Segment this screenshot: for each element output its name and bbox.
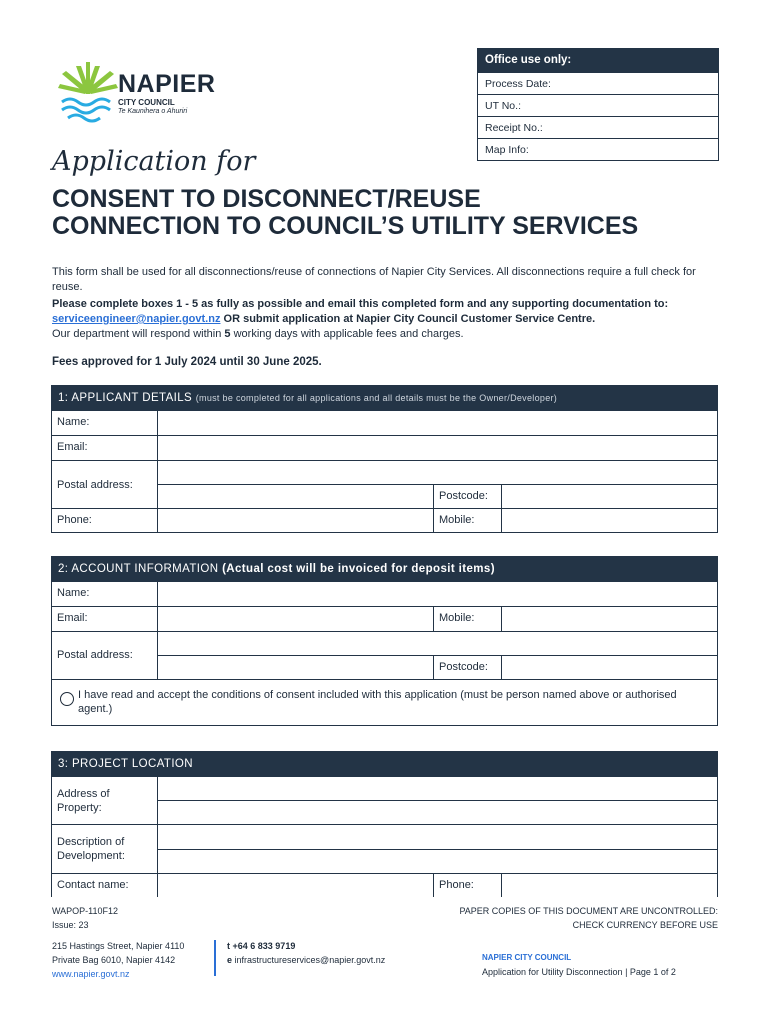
contact-name-label: Contact name:: [52, 874, 158, 897]
account-postal-input-line-1[interactable]: [158, 632, 717, 656]
development-label-line-2: Development:: [57, 850, 125, 862]
issue-number: Issue: 23: [52, 920, 89, 930]
page-info-block: [482, 951, 676, 979]
applicant-mobile-label: Mobile:: [434, 509, 502, 533]
intro-paragraph-1: This form shall be used for all disconnections/reuse of connections of Napier City Services. All disconnections require a full check for reuse.: [52, 266, 696, 293]
intro-submit-text: OR submit application at Napier City Council Customer Service Centre.: [223, 313, 596, 325]
respond-text-tail: working days with applicable fees and charges.: [233, 328, 464, 340]
council-name: NAPIER CITY COUNCIL: [482, 953, 572, 962]
contact-phone-label: Phone:: [434, 874, 502, 897]
footer-email[interactable]: infrastructureservices@napier.govt.nz: [234, 955, 386, 965]
development-description-label: [52, 825, 158, 874]
office-ut-no: UT No.:: [478, 94, 718, 116]
document-id-block: [52, 904, 118, 932]
uncontrolled-line-2: CHECK CURRENCY BEFORE USE: [572, 920, 718, 930]
website-link[interactable]: www.napier.govt.nz: [52, 969, 130, 979]
postal-address: Private Bag 6010, Napier 4142: [52, 955, 176, 965]
intro-bold-text: Please complete boxes 1 - 5 as fully as possible and email this completed form and any supporting documentation to:: [52, 298, 669, 310]
section-3-title: 3: PROJECT LOCATION: [58, 758, 193, 770]
title-line-2: CONNECTION TO COUNCIL’S UTILITY SERVICES: [52, 212, 639, 240]
contact-name-input[interactable]: [158, 874, 434, 897]
office-receipt-no: Receipt No.:: [478, 116, 718, 138]
applicant-postal-label: Postal address:: [52, 461, 158, 509]
page-info: Application for Utility Disconnection | Page 1 of 2: [482, 967, 676, 977]
section-applicant-details: [51, 385, 718, 533]
respond-days: 5: [224, 328, 231, 340]
uncontrolled-notice: [459, 904, 718, 932]
property-address-input-line-1[interactable]: [158, 777, 717, 801]
section-1-title: 1: APPLICANT DETAILS: [58, 392, 193, 404]
footer-divider: [214, 940, 216, 976]
account-postcode-label: Postcode:: [434, 656, 502, 680]
section-3-header: [52, 752, 717, 777]
section-2-note: (Actual cost will be invoiced for deposit items): [222, 563, 495, 575]
section-2-title: 2: ACCOUNT INFORMATION: [58, 563, 219, 575]
property-address-label: [52, 777, 158, 825]
phone-line: [227, 939, 385, 953]
title-line-1: CONSENT TO DISCONNECT/REUSE: [52, 185, 481, 213]
applicant-phone-label: Phone:: [52, 509, 158, 533]
applicant-email-label: Email:: [52, 436, 158, 461]
logo-name: NAPIER: [118, 70, 216, 98]
phone-prefix: t: [227, 941, 230, 951]
applicant-name-input[interactable]: [158, 411, 717, 436]
applicant-postal-input-line-1[interactable]: [158, 461, 717, 485]
applicant-phone-input[interactable]: [158, 509, 434, 533]
logo-mark-icon: [58, 60, 118, 126]
street-address: 215 Hastings Street, Napier 4110: [52, 941, 185, 951]
consent-radio[interactable]: [60, 692, 74, 706]
account-postal-input-line-2[interactable]: [158, 656, 434, 680]
section-account-information: [51, 556, 718, 726]
intro-paragraph-3: [52, 327, 724, 342]
property-address-label-line-1: Address of: [57, 788, 110, 800]
development-description-input-line-2[interactable]: [158, 850, 717, 874]
document-id: WAPOP-110F12: [52, 906, 119, 916]
applicant-postal-input-line-2[interactable]: [158, 485, 434, 509]
office-map-info: Map Info:: [478, 138, 718, 160]
email-link[interactable]: serviceengineer@napier.govt.nz: [52, 313, 221, 325]
section-1-header: [52, 386, 717, 411]
section-project-location: [51, 751, 718, 897]
applicant-email-input[interactable]: [158, 436, 717, 461]
contact-block: [227, 939, 385, 967]
intro-text: [52, 265, 724, 342]
account-postal-label: Postal address:: [52, 632, 158, 680]
napier-city-council-logo: [58, 60, 228, 130]
email-line: [227, 953, 385, 967]
logo-maori-name: Te Kaunihera o Ahuriri: [118, 108, 188, 115]
contact-phone-input[interactable]: [502, 874, 717, 897]
section-1-note: (must be completed for all applications and all details must be the Owner/Developer): [195, 393, 558, 403]
council-address-block: [52, 939, 184, 981]
development-label-line-1: Description of: [57, 836, 125, 848]
account-name-label: Name:: [52, 582, 158, 607]
respond-text: Our department will respond within: [52, 328, 222, 340]
logo-subtitle: CITY COUNCIL: [118, 98, 175, 107]
consent-text: I have read and accept the conditions of consent included with this application (must be person named above or authorised agent.): [78, 689, 677, 715]
property-address-input-line-2[interactable]: [158, 801, 717, 825]
fees-notice: Fees approved for 1 July 2024 until 30 June 2025.: [52, 356, 322, 368]
property-address-label-line-2: Property:: [57, 802, 102, 814]
page-title: [52, 186, 638, 240]
development-description-input-line-1[interactable]: [158, 825, 717, 850]
account-email-label: Email:: [52, 607, 158, 632]
applicant-mobile-input[interactable]: [502, 509, 717, 533]
applicant-postcode-input[interactable]: [502, 485, 717, 509]
office-use-box: [477, 48, 719, 161]
account-email-input[interactable]: [158, 607, 434, 632]
uncontrolled-line-1: PAPER COPIES OF THIS DOCUMENT ARE UNCONTROLLED:: [459, 906, 718, 916]
email-prefix: e: [227, 955, 233, 965]
account-postcode-input[interactable]: [502, 656, 717, 680]
account-name-input[interactable]: [158, 582, 717, 607]
intro-paragraph-2: [52, 297, 724, 327]
office-process-date: Process Date:: [478, 72, 718, 94]
office-use-title: Office use only:: [478, 49, 718, 72]
section-2-header: [52, 557, 717, 582]
application-for-heading: Application for: [52, 146, 256, 177]
applicant-name-label: Name:: [52, 411, 158, 436]
phone-number: +64 6 833 9719: [232, 941, 296, 951]
applicant-postcode-label: Postcode:: [434, 485, 502, 509]
account-mobile-input[interactable]: [502, 607, 717, 632]
account-mobile-label: Mobile:: [434, 607, 502, 632]
